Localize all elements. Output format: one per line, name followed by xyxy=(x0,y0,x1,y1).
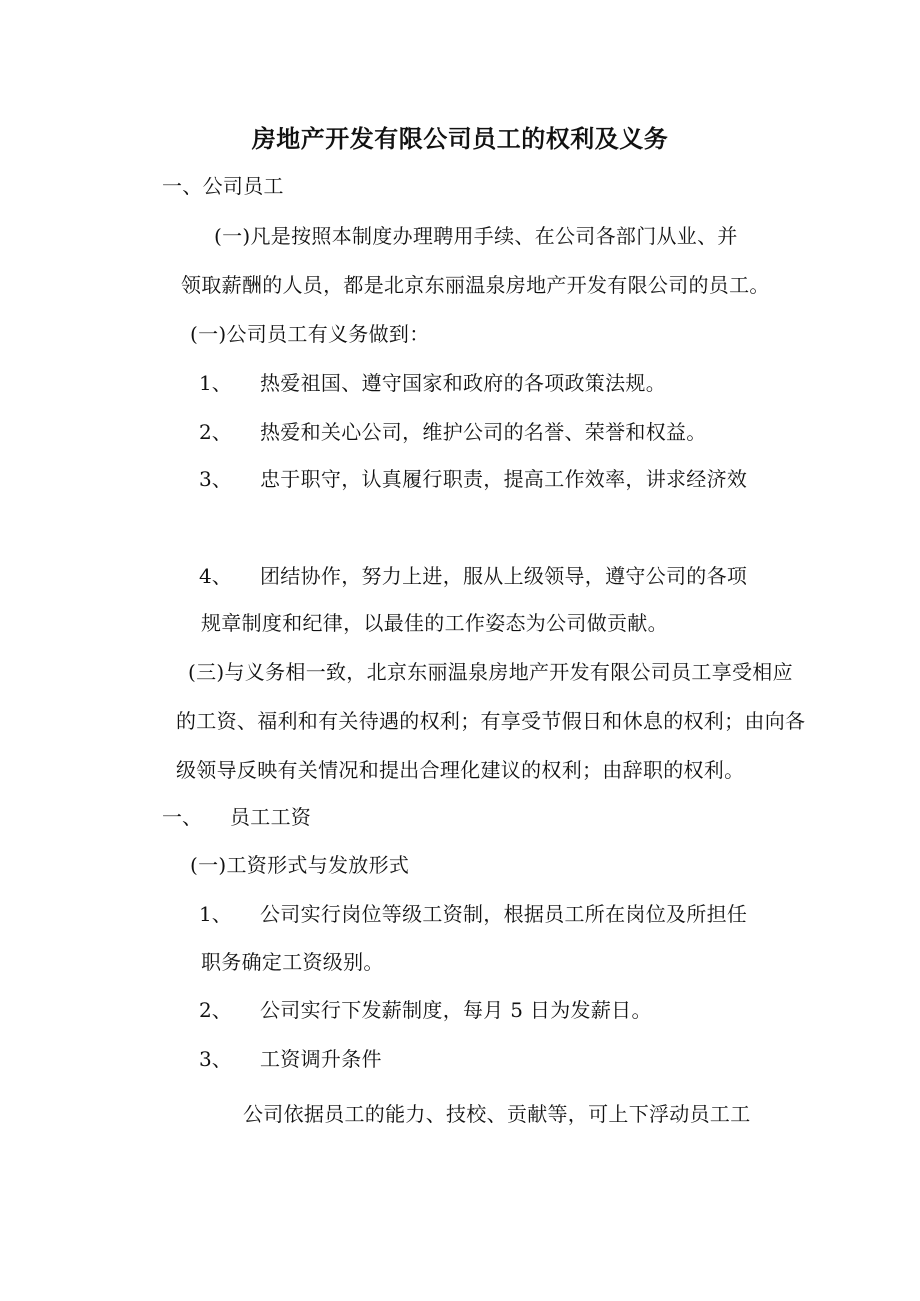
paragraph-line: 规章制度和纪律，以最佳的工作姿态为公司做贡献。 xyxy=(201,611,668,635)
section2-number: 一、 xyxy=(162,805,202,829)
list-item-number: 4、 xyxy=(199,564,232,588)
list-item-text: 公司实行下发薪制度，每月 5 日为发薪日。 xyxy=(260,998,652,1022)
duties-heading: (一)公司员工有义务做到： xyxy=(190,322,430,346)
list-item-number: 1、 xyxy=(199,371,232,395)
paragraph-line: 职务确定工资级别。 xyxy=(201,950,384,974)
list-item-text: 热爱祖国、遵守国家和政府的各项政策法规。 xyxy=(260,371,666,395)
page-title: 房地产开发有限公司员工的权利及义务 xyxy=(251,124,669,153)
paragraph-line: (三)与义务相一致，北京东丽温泉房地产开发有限公司员工享受相应 xyxy=(188,660,793,684)
sub-heading: (一)工资形式与发放形式 xyxy=(190,853,410,877)
section1-heading: 一、公司员工 xyxy=(162,174,284,198)
list-item-text: 公司实行岗位等级工资制，根据员工所在岗位及所担任 xyxy=(260,902,748,926)
list-item-text: 忠于职守，认真履行职责，提高工作效率，讲求经济效 xyxy=(260,467,748,491)
paragraph-line: 领取薪酬的人员，都是北京东丽温泉房地产开发有限公司的员工。 xyxy=(181,273,770,297)
list-item-text: 热爱和关心公司，维护公司的名誉、荣誉和权益。 xyxy=(260,420,707,444)
section2-title: 员工工资 xyxy=(230,805,312,829)
paragraph-line: 级领导反映有关情况和提出合理化建议的权利；由辞职的权利。 xyxy=(176,758,745,782)
paragraph-line: (一)凡是按照本制度办理聘用手续、在公司各部门从业、并 xyxy=(214,224,738,248)
list-item-number: 1、 xyxy=(199,902,232,926)
list-item-number: 3、 xyxy=(199,467,232,491)
paragraph-line: 的工资、福利和有关待遇的权利；有享受节假日和休息的权利；由向各 xyxy=(176,709,806,733)
list-item-text: 工资调升条件 xyxy=(260,1047,382,1071)
paragraph-line: 公司依据员工的能力、技校、贡献等，可上下浮动员工工 xyxy=(243,1102,751,1126)
list-item-number: 2、 xyxy=(199,998,232,1022)
list-item-number: 2、 xyxy=(199,420,232,444)
list-item-text: 团结协作，努力上进，服从上级领导，遵守公司的各项 xyxy=(260,564,748,588)
list-item-number: 3、 xyxy=(199,1047,232,1071)
